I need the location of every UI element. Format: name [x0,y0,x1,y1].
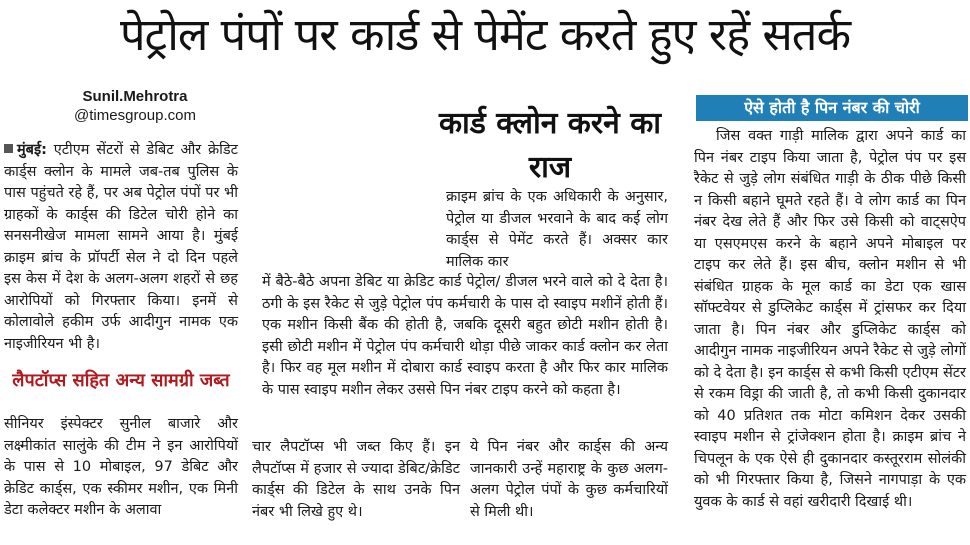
lead-text: एटीएम सेंटरों से डेबिट और क्रेडिट कार्ड्स क्लोन के मामले जब-तब पुलिस के पास पहुंचते रहे हैं, पर अब पेट्रोल पंपों पर भी ग्राहकों के कार्ड्स की डिटेल चोरी होने का सनसनीखेज मामला सामने आया है। मुंबई क्राइम ब्रांच के प्रॉपर्टी सेल ने दो दिन पहले इस केस में देश के अलग-अलग शहरों से छह आरोपियों को गिरफ्तार किया। इनमें से कोलावोले हकीम उर्फ आदीगुन नामक एक नाइजीरियन भी है। [4,142,238,352]
page-headline: पेट्रोल पंपों पर कार्ड से पेमेंट करते हुए रहें सतर्क [119,8,851,61]
byline-name: Sunil.Mehrotra [82,88,188,105]
seizure-paragraph-col2: चार लैपटॉप्स भी जब्त किए हैं। इन लैपटॉप्स में हजार से ज्यादा डेबिट/क्रेडिट कार्ड्स की डिटेल के साथ उनके पिन नंबर भी लिखे हुए थे। [252,439,460,520]
dateline: मुंबई: [17,142,47,158]
square-bullet-icon [4,144,13,153]
byline-email: @timesgroup.com [74,107,196,124]
pin-theft-paragraph [694,126,966,513]
seizure-paragraph-col1: सीनियर इंस्पेक्टर सुनील बाजारे और लक्ष्मीकांत सालुंके की टीम ने इन आरोपियों के पास से 10 मोबाइल, 97 डेबिट और क्रेडिट कार्ड्स, एक स्कीमर मशीन, एक मिनी डेटा कलेक्टर मशीन के अलावा [4,416,238,518]
pin-theft-text: जिस वक्त गाड़ी मालिक द्वारा अपने कार्ड का पिन नंबर टाइप किया जाता है, पेट्रोल पंप पर इस रैकेट से जुड़े लोग संबंधित गाड़ी के ठीक पीछे किसी न किसी बहाने घूमते रहते हैं। वे लोग कार्ड का पिन नंबर देख लेते हैं और फिर उसे किसी को वाट्सऐप या एसएमएस करने के बहाने अपने मोबाइल पर टाइप कर लेते हैं। इस बीच, क्लोन मशीन से भी संबंधित ग्राहक के मूल कार्ड का डेटा एक खास सॉफ्टवेयर से डुप्लिकेट कार्ड्स में ट्रांसफर कर दिया जाता है। पिन नंबर और डुप्लिकेट कार्ड्स को आदीगुन नामक नाइजीरियन अपने रैकेट से जुड़े लोगों को दे देता है। इन कार्ड्स से कभी किसी एटीएम सेंटर से रकम विड्रा की जाती है, तो कभी किसी दुकानदार को 40 प्रतिशत तक मोटा कमिशन देकर उसकी स्वाइप मशीन से ट्रांजेक्शन होता है। क्राइम ब्रांच ने चिपलून के एक ऐसे ही दुकानदार कस्तूरराम सोलंकी को भी गिरफ्तार किया है, जिसने नागपाड़ा के एक युवक के कार्ड से वहां खरीदारी दिखाई थी। [694,128,966,510]
section-title-pin-theft: ऐसे होती है पिन नंबर की चोरी [696,95,968,121]
byline [40,88,230,126]
section-title-card-clone: कार्ड क्लोन करने का राज [438,106,662,185]
subheading-seizure: लैपटॉप्स सहित अन्य सामग्री जब्त [12,370,230,391]
lead-paragraph [4,140,238,355]
clone-body-paragraph: में बैठे-बैठे अपना डेबिट या क्रेडिट कार्ड पेट्रोल/ डीजल भरने वाले को दे देता है। ठगी के इस रैकेट से जुड़े पेट्रोल पंप कर्मचारी के पास दो स्वाइप मशीनें होती हैं। एक मशीन किसी बैंक की होती है, जबकि दूसरी बहुत छोटी मशीन होती है। इसी छोटी मशीन में पेट्रोल पंप कर्मचारी थोड़ा पीछे जाकर कार्ड क्लोन कर लेता है। फिर वह मूल मशीन में दोबारा कार्ड स्वाइप करता है और फिर कार मालिक के पास स्वाइप मशीन लेकर उससे पिन नंबर टाइप करने को कहता है। [262,274,668,398]
clone-intro-paragraph: क्राइम ब्रांच के एक अधिकारी के अनुसार, पेट्रोल या डीजल भरवाने के बाद कई लोग कार्ड्स से पेमेंट करते हैं। अक्सर कार मालिक कार [446,189,668,270]
seizure-paragraph-col3: ये पिन नंबर और कार्ड्स की अन्य जानकारी उन्हें महाराष्ट्र के कुछ अलग-अलग पेट्रोल पंपों के कुछ कर्मचारियों से मिली थी। [470,439,668,520]
